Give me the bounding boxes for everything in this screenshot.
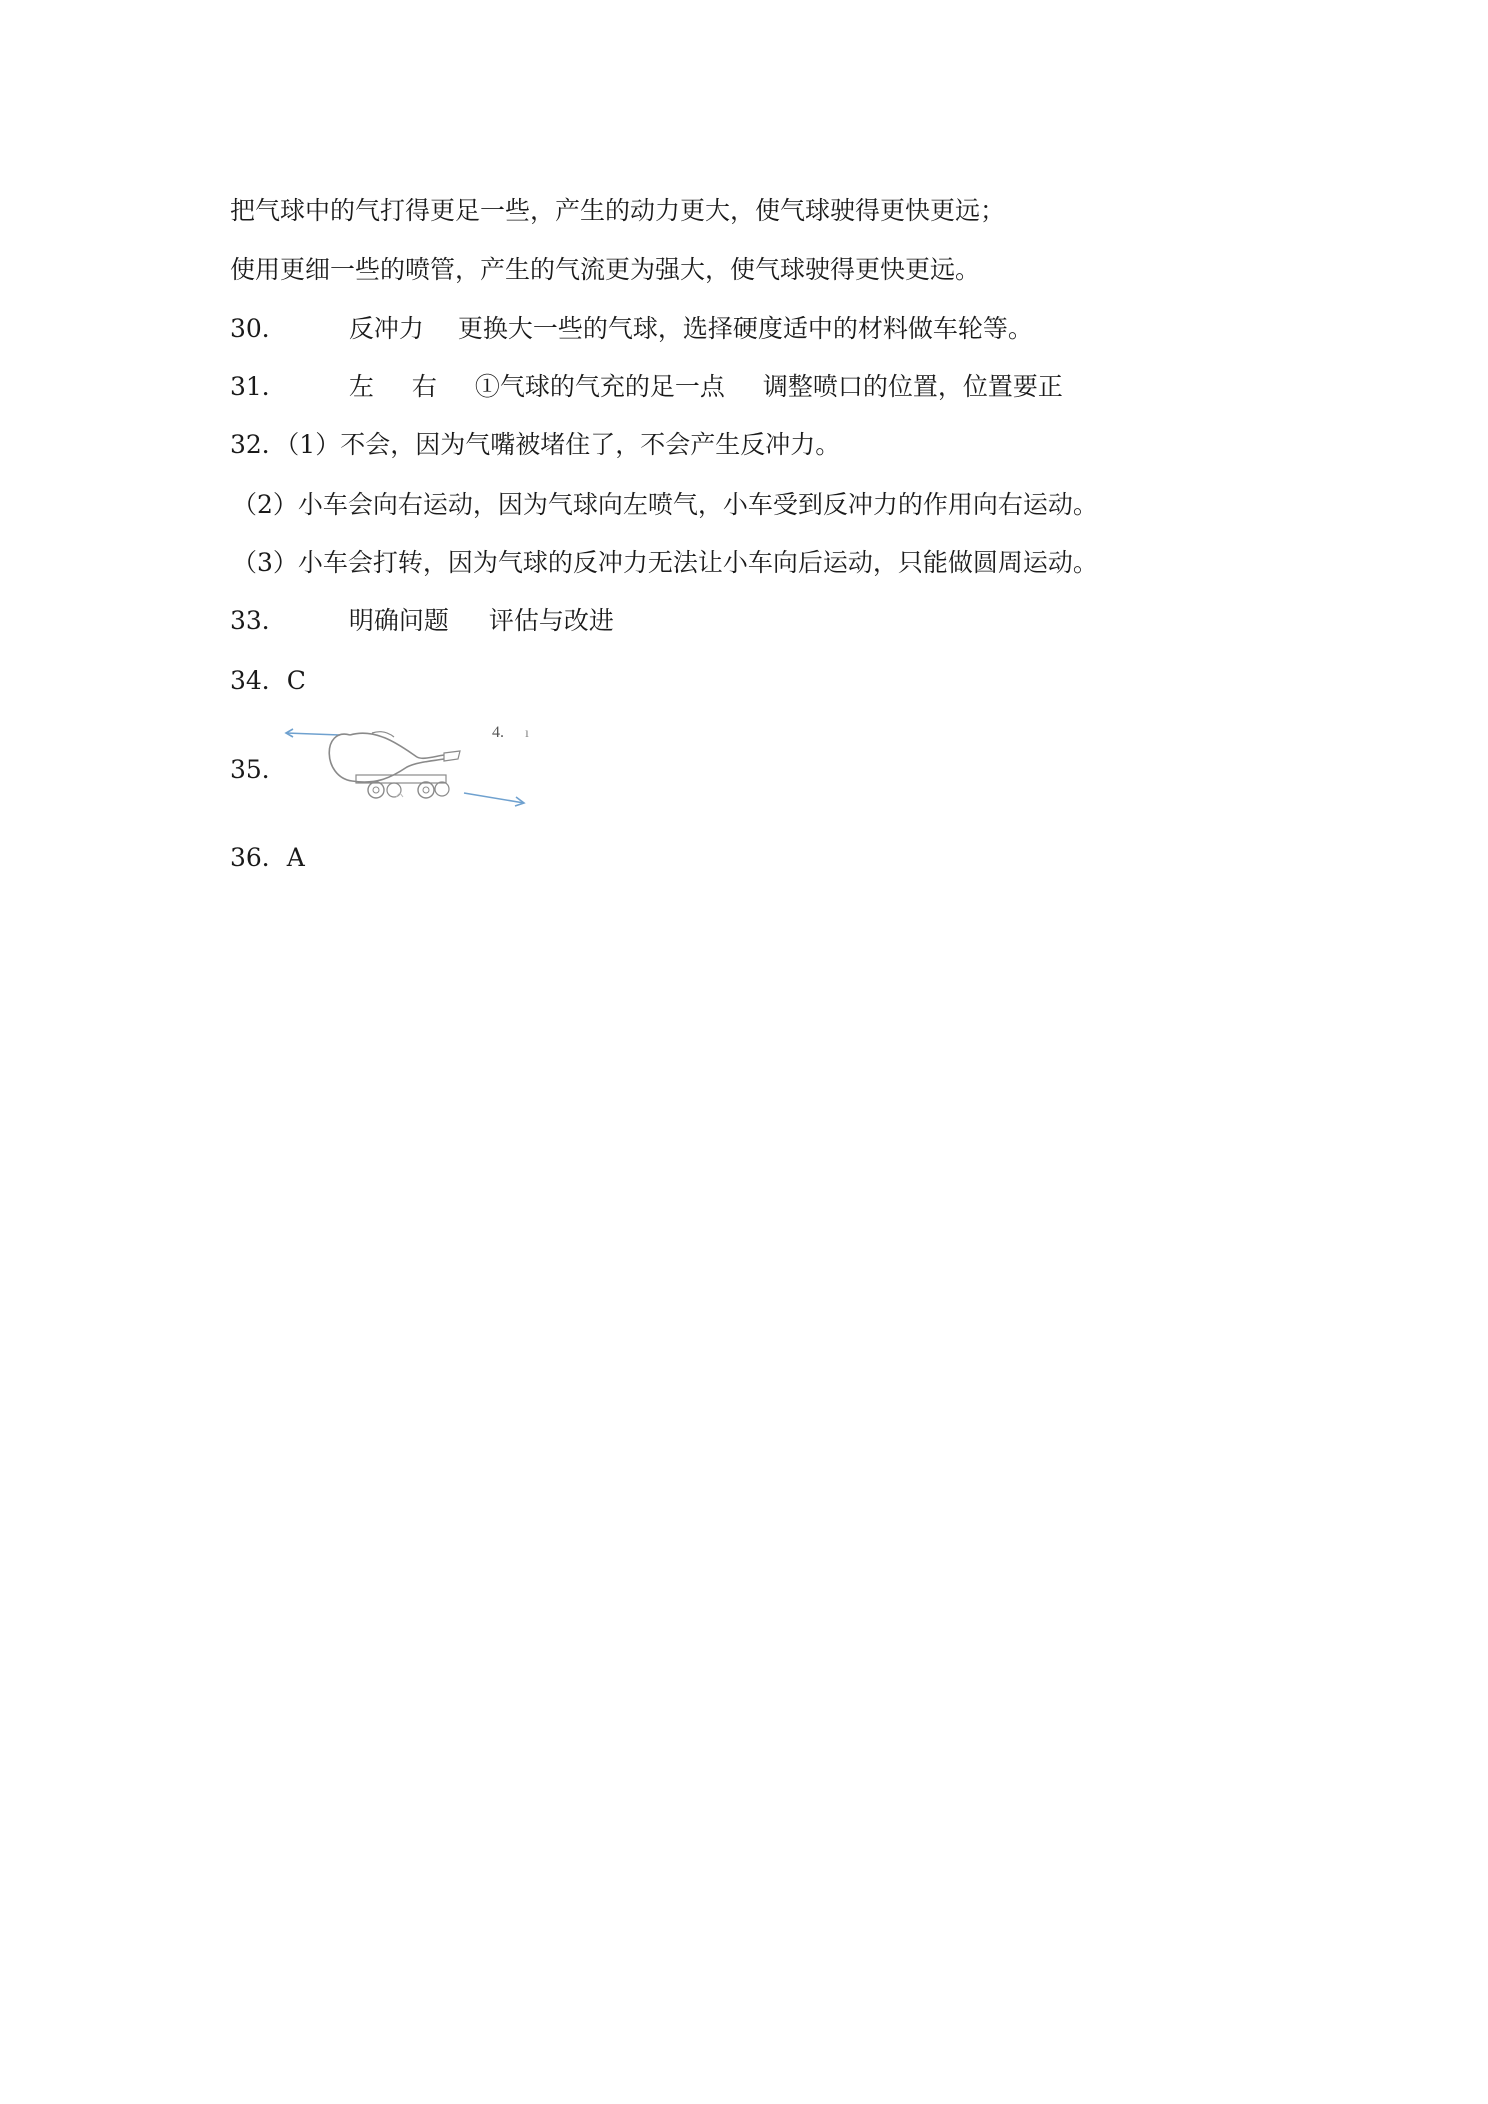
question-34-answer: 34．C [230,666,306,695]
figure-label: 4. [492,724,504,741]
question-35-answer [230,753,287,787]
question-32-part-1: 32．（1）不会，因为气嘴被堵住了，不会产生反冲力。 [230,430,841,459]
answer-line: 使用更细一些的喷管，产生的气流更为强大，使气球驶得更快更远。 [230,255,981,284]
answer-blank: 左 [348,372,374,401]
figure-mark: ı [525,726,529,741]
answer-line: 把气球中的气打得更足一些，产生的动力更大，使气球驶得更快更远； [230,196,1006,225]
question-36-answer: 36．A [230,843,305,872]
question-number: 30． [230,314,287,343]
question-31-answer [230,370,1063,404]
right-force-arrow [464,793,524,806]
question-number: 31． [230,372,287,401]
answer-blank: 调整喷口的位置，位置要正 [762,372,1063,401]
left-force-arrow [286,729,340,737]
answer-blank: 反冲力 [348,314,424,343]
car-illustration [356,775,449,798]
answer-blank: 评估与改进 [488,606,614,635]
question-30-answer [230,312,1033,346]
answer-blank: ①气球的气充的足一点 [474,372,725,401]
answer-blank: 明确问题 [348,606,449,635]
answer-blank: 更换大一些的气球，选择硬度适中的材料做车轮等。 [457,314,1033,343]
answer-blank: 右 [411,372,437,401]
question-32-part-3: （3）小车会打转，因为气球的反冲力无法让小车向后运动，只能做圆周运动。 [232,548,1098,577]
question-32-part-2: （2）小车会向右运动，因为气球向左喷气，小车受到反冲力的作用向右运动。 [232,490,1098,519]
question-number: 33． [230,606,287,635]
balloon-car-diagram [282,717,542,817]
question-33-answer [230,604,614,638]
question-number: 35． [230,755,287,784]
